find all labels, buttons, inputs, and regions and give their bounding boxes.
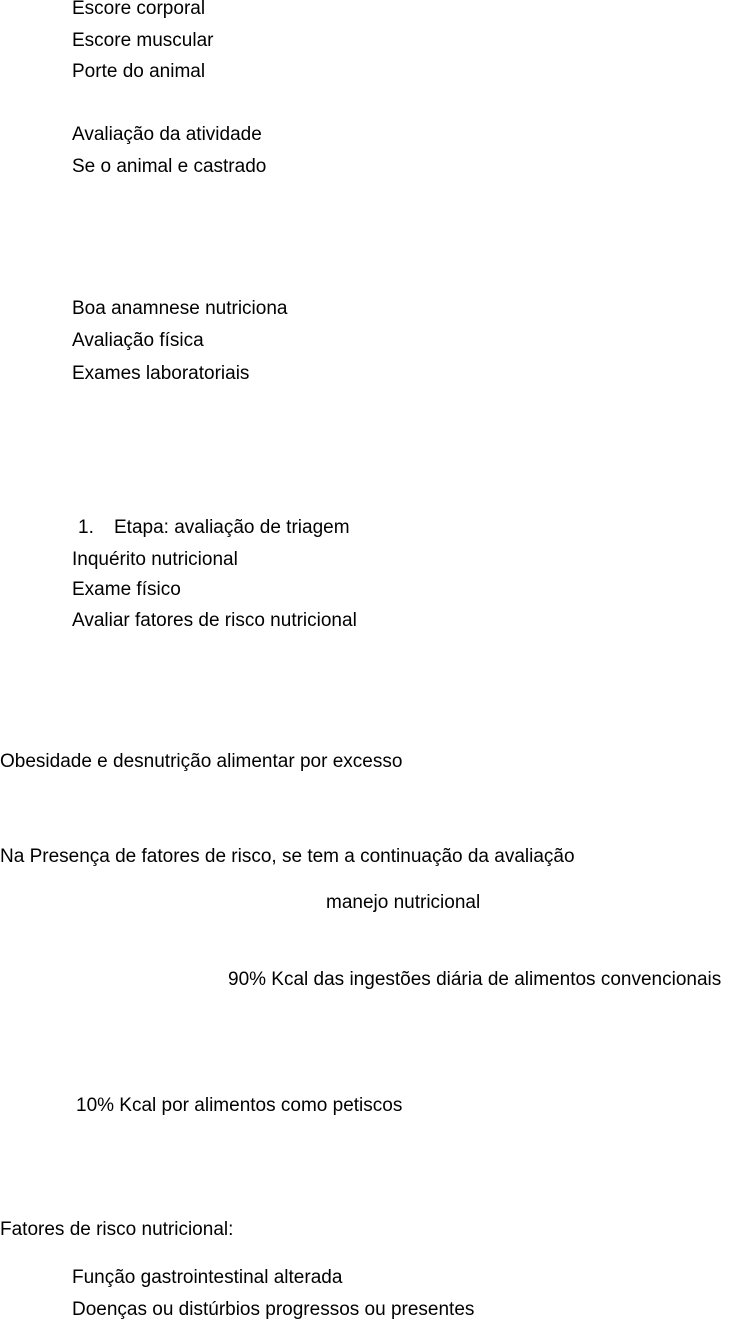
item-exame-fisico: Exame físico (72, 579, 181, 600)
item-avaliar-fatores: Avaliar fatores de risco nutricional (72, 610, 357, 631)
list-number-marker: 1. (78, 517, 94, 538)
paragraph-dez-kcal: 10% Kcal por alimentos como petiscos (76, 1095, 403, 1116)
item-escore-muscular: Escore muscular (72, 30, 214, 51)
item-avaliacao-fisica: Avaliação física (72, 330, 204, 351)
item-avaliacao-atividade: Avaliação da atividade (72, 124, 262, 145)
paragraph-presenca: Na Presença de fatores de risco, se tem a continuação da avaliação (0, 846, 575, 867)
paragraph-manejo: manejo nutricional (326, 892, 481, 913)
list-item-etapa: Etapa: avaliação de triagem (114, 517, 350, 538)
item-animal-castrado: Se o animal e castrado (72, 156, 267, 177)
item-boa-anamnese: Boa anamnese nutriciona (72, 298, 288, 319)
paragraph-noventa-kcal: 90% Kcal das ingestões diária de alimentos convencionais (228, 969, 722, 990)
item-inquerito-nutricional: Inquérito nutricional (72, 549, 238, 570)
item-funcao-gastrointestinal: Função gastrointestinal alterada (72, 1267, 343, 1288)
item-escore-corporal: Escore corporal (72, 0, 206, 19)
item-doencas-disturbios: Doenças ou distúrbios progressos ou presentes (72, 1299, 475, 1320)
numbered-list-item (0, 516, 741, 540)
item-porte-animal: Porte do animal (72, 61, 206, 82)
heading-fatores-risco: Fatores de risco nutricional: (0, 1219, 234, 1240)
item-exames-laboratoriais: Exames laboratoriais (72, 363, 250, 384)
paragraph-obesidade: Obesidade e desnutrição alimentar por excesso (0, 751, 403, 772)
